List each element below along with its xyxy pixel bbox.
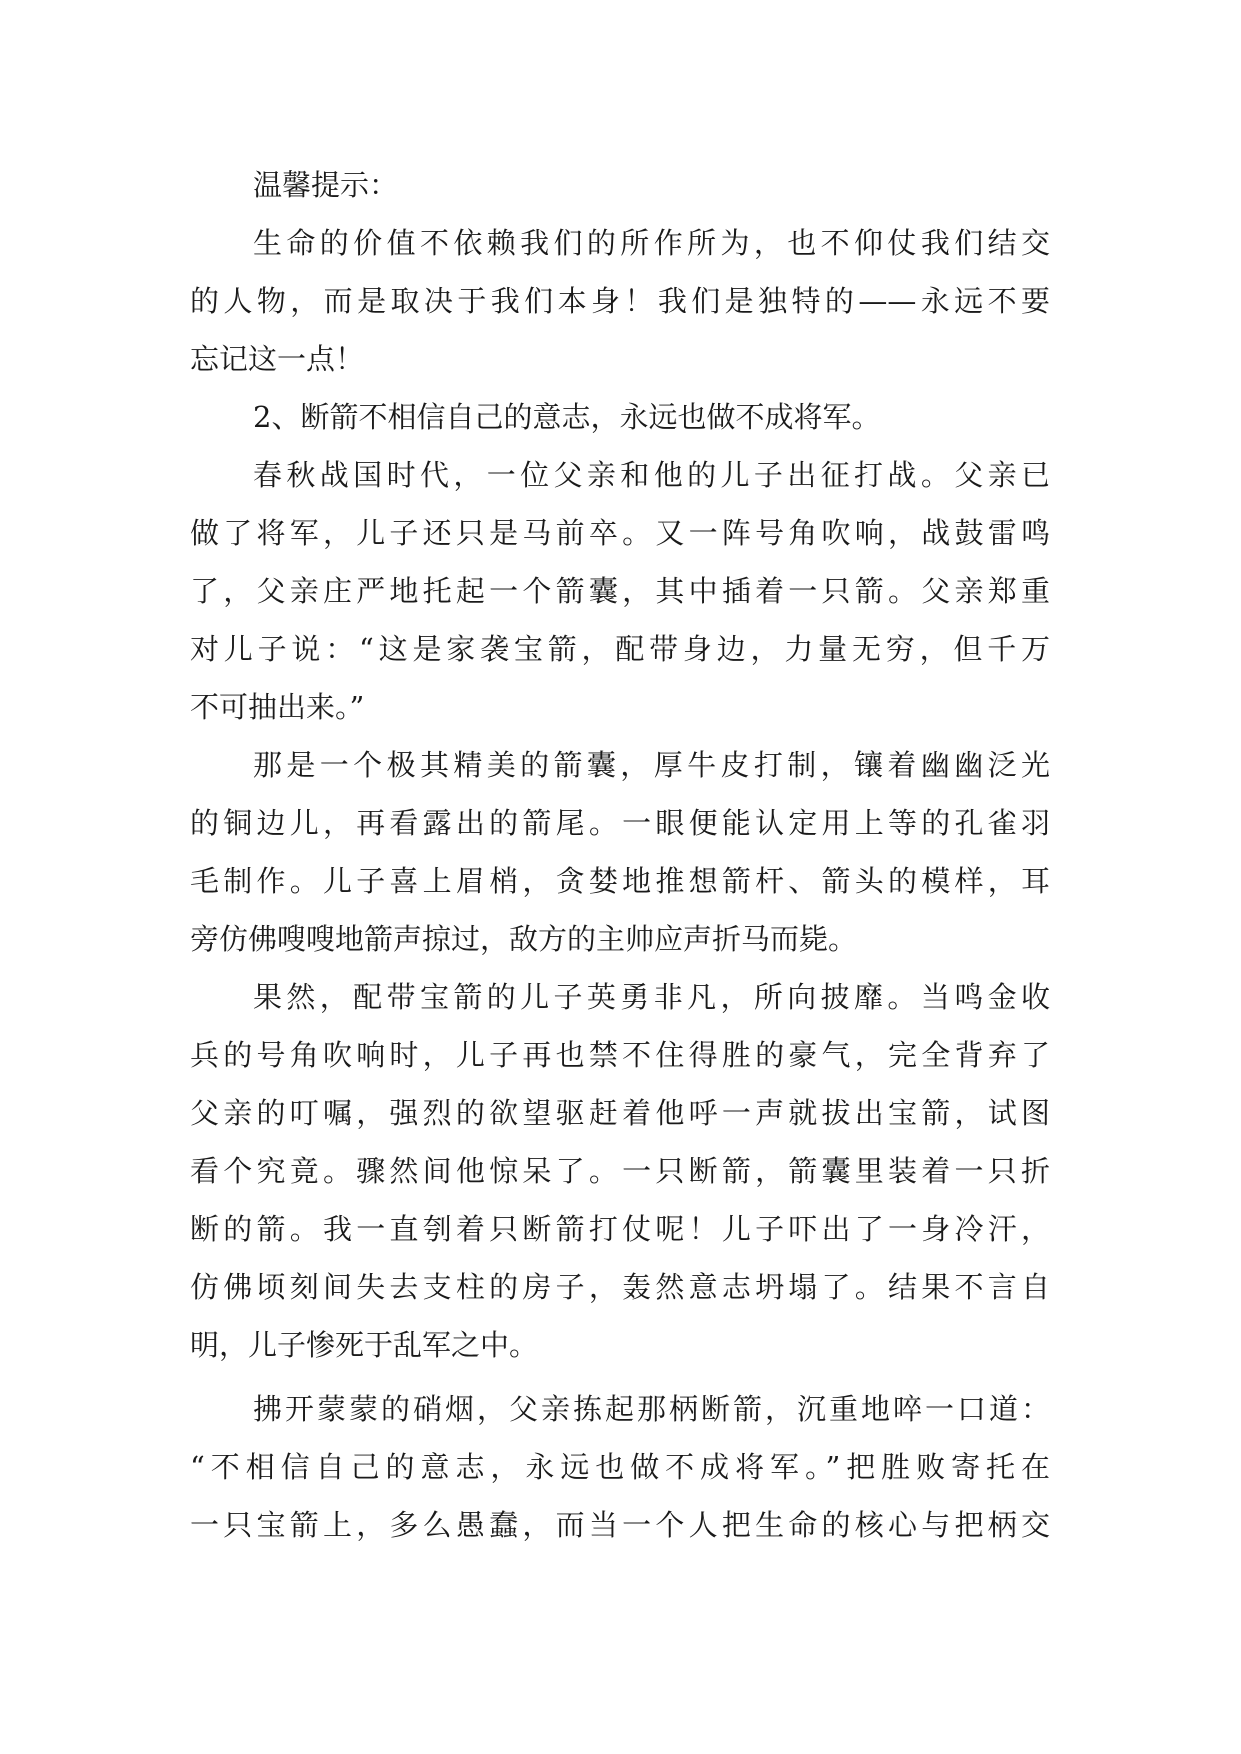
text-line: 一只宝箭上，多么愚蠢，而当一个人把生命的核心与把柄交 [190,1508,1050,1542]
text-line: 的人物，而是取决于我们本身！我们是独特的——永远不要 [190,284,1050,318]
text-line: 那是一个极其精美的箭囊，厚牛皮打制，镶着幽幽泛光 [253,748,1050,782]
text-line: 看个究竟。骤然间他惊呆了。一只断箭，箭囊里装着一只折 [190,1154,1050,1188]
text-line: 旁仿佛嗖嗖地箭声掠过，敌方的主帅应声折马而毙。 [190,922,858,956]
text-line: 断的箭。我一直刳着只断箭打仗呢！儿子吓出了一身冷汗， [190,1212,1050,1246]
text-line: 不可抽出来。” [190,690,365,724]
text-line: 明，儿子惨死于乱军之中。 [190,1328,539,1362]
text-line: 春秋战国时代，一位父亲和他的儿子出征打战。父亲已 [253,458,1050,492]
text-line: 的铜边儿，再看露出的箭尾。一眼便能认定用上等的孔雀羽 [190,806,1050,840]
text-line: 了，父亲庄严地托起一个箭囊，其中插着一只箭。父亲郑重 [190,574,1050,608]
text-line: 兵的号角吹响时，儿子再也禁不住得胜的豪气，完全背弃了 [190,1038,1050,1072]
text-line: 仿佛顷刻间失去支柱的房子，轰然意志坍塌了。结果不言自 [190,1270,1050,1304]
text-line: 父亲的叮嘱，强烈的欲望驱赶着他呼一声就拔出宝箭，试图 [190,1096,1050,1130]
text-line: 忘记这一点！ [190,342,365,376]
text-line: “不相信自己的意志，永远也做不成将军。”把胜败寄托在 [190,1450,1050,1484]
text-line: 温馨提示： [253,168,399,202]
text-line: 生命的价值不依赖我们的所作所为，也不仰仗我们结交 [253,226,1050,260]
text-line: 果然，配带宝箭的儿子英勇非凡，所向披靡。当鸣金收 [253,980,1050,1014]
text-line: 对儿子说：“这是家袭宝箭，配带身边，力量无穷，但千万 [190,632,1050,666]
text-line: 拂开蒙蒙的硝烟，父亲拣起那柄断箭，沉重地啐一口道： [253,1392,1050,1426]
text-line: 毛制作。儿子喜上眉梢，贪婪地推想箭杆、箭头的模样，耳 [190,864,1050,898]
text-line: 2、断箭不相信自己的意志，永远也做不成将军。 [253,400,881,434]
text-line: 做了将军，儿子还只是马前卒。又一阵号角吹响，战鼓雷鸣 [190,516,1050,550]
